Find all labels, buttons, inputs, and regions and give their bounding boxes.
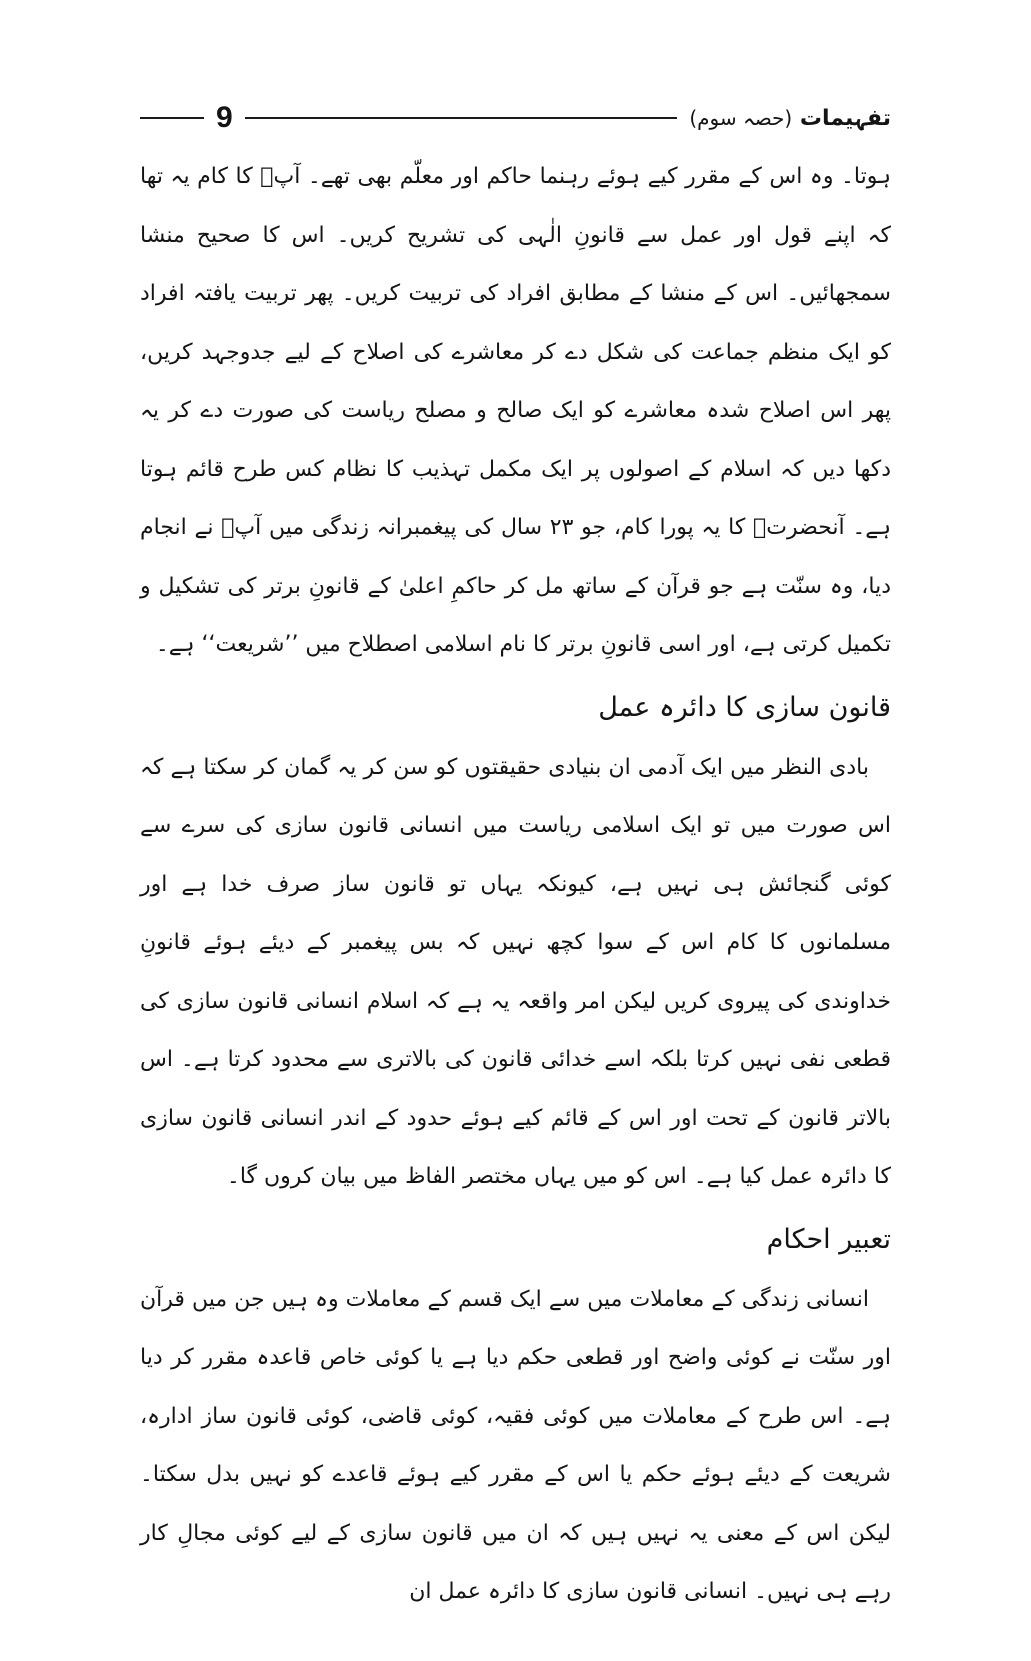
- section-heading-interpretation: تعبیر احکام: [766, 1223, 891, 1255]
- header-rule-short: [140, 117, 204, 119]
- header-rule-long: [245, 117, 678, 119]
- book-title: [689, 106, 891, 131]
- paragraph-1: ہوتا۔ وہ اس کے مقرر کیے ہوئے رہنما حاکم اور معلّم بھی تھے۔ آپؐ کا کام یہ تھا کہ اپنے قول اور عمل سے قانونِ الٰہی کی تشریح کریں۔ اس کا صحیح منشا سمجھائیں۔ اس کے منشا کے مطابق افراد کی تربیت کریں۔ پھر تربیت یافتہ افراد کو ایک منظم جماعت کی شکل دے کر معاشرے کی اصلاح کے لیے جدوجہد کریں، پھر اس اصلاح شدہ معاشرے کو ایک صالح و مصلح ریاست کی صورت دے کر یہ دکھا دیں کہ اسلام کے اصولوں پر ایک مکمل تہذیب کا نظام کس طرح قائم ہوتا ہے۔ آنحضرتؐ کا یہ پورا کام، جو ۲۳ سال کی پیغمبرانہ زندگی میں آپؐ نے انجام دیا، وہ سنّت ہے جو قرآن کے ساتھ مل کر حاکمِ اعلیٰ کے قانونِ برتر کی تشکیل و تکمیل کرتی ہے، اور اسی قانونِ برتر کا نام اسلامی اصطلاح میں ’’شریعت‘‘ ہے۔: [140, 164, 892, 657]
- page-body: [140, 148, 891, 1622]
- section-heading-lawmaking-scope: قانون سازی کا دائرہ عمل: [598, 691, 891, 723]
- page-number: 9: [216, 101, 233, 134]
- paragraph-3: انسانی زندگی کے معاملات میں سے ایک قسم کے معاملات وہ ہیں جن میں قرآن اور سنّت نے کوئی واضح اور قطعی حکم دیا ہے یا کوئی خاص قاعدہ مقرر کر دیا ہے۔ اس طرح کے معاملات میں کوئی فقیہ، کوئی قاضی، کوئی قانون ساز ادارہ، شریعت کے دیئے ہوئے حکم یا اس کے مقرر کیے ہوئے قاعدے کو نہیں بدل سکتا۔ لیکن اس کے معنی یہ نہیں ہیں کہ ان میں قانون سازی کے لیے کوئی مجالِ کار رہے ہی نہیں۔ انسانی قانون سازی کا دائرہ عمل ان: [140, 1286, 891, 1604]
- page-header: [140, 96, 891, 140]
- book-part: (حصہ سوم): [689, 105, 793, 130]
- paragraph-2: بادی النظر میں ایک آدمی ان بنیادی حقیقتوں کو سن کر یہ گمان کر سکتا ہے کہ اس صورت میں تو ایک اسلامی ریاست میں انسانی قانون سازی کی سرے سے کوئی گنجائش ہی نہیں ہے، کیونکہ یہاں تو قانون ساز صرف خدا ہے اور مسلمانوں کا کام اس کے سوا کچھ نہیں کہ بس پیغمبر کے دیئے ہوئے قانونِ خداوندی کی پیروی کریں لیکن امر واقعہ یہ ہے کہ اسلام انسانی قانون سازی کی قطعی نفی نہیں کرتا بلکہ اسے خدائی قانون کی بالاتری سے محدود کرتا ہے۔ اس بالاتر قانون کے تحت اور اس کے قائم کیے ہوئے حدود کے اندر انسانی قانون سازی کا دائرہ عمل کیا ہے۔ اس کو میں یہاں مختصر الفاظ میں بیان کروں گا۔: [140, 754, 891, 1189]
- book-title-text: تفہیمات: [799, 105, 891, 131]
